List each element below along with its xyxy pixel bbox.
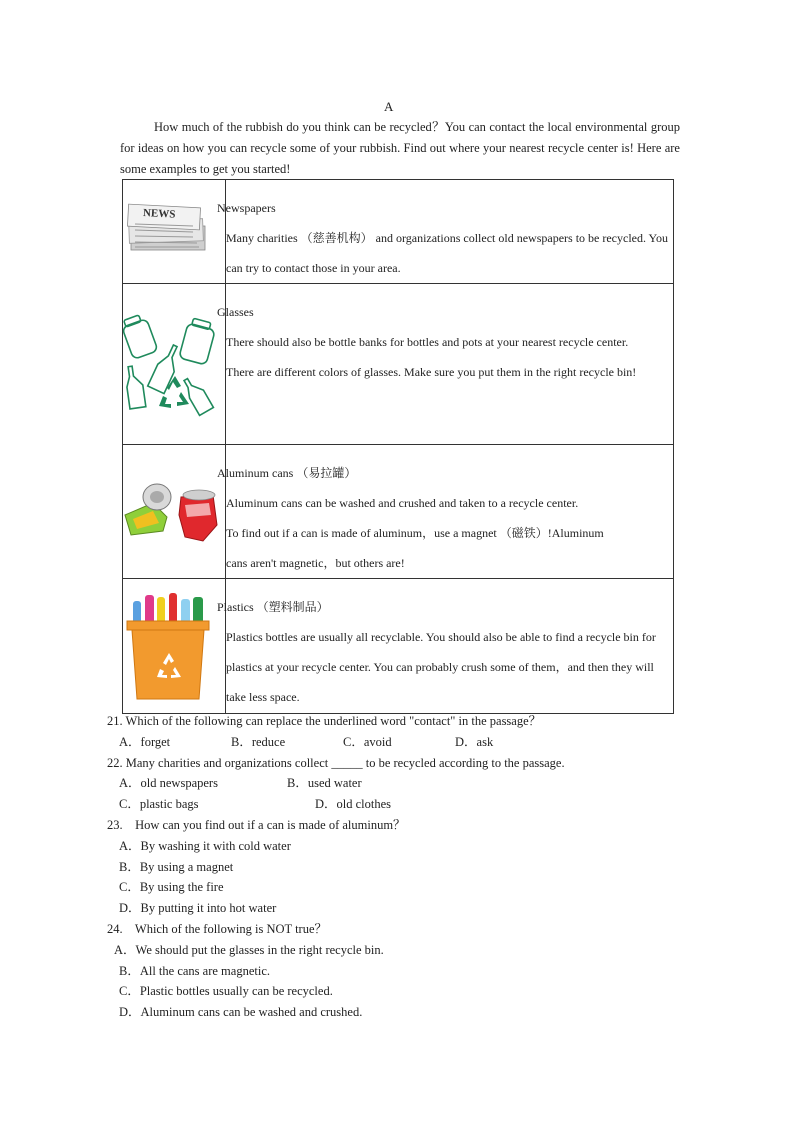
option-24-d[interactable]: D．Aluminum cans can be washed and crushed. — [119, 1005, 363, 1020]
plastics-text-cell — [217, 579, 674, 714]
plastics-image-cell — [123, 579, 226, 714]
option-23-b[interactable]: B．By using a magnet — [119, 859, 234, 874]
intro-text: How much of the rubbish do you think can be recycled？You can contact the local environmental group for ideas on how you can recycle some of your rubbish. Find out where your nearest recycle center is! Here are some examples to get you started! — [120, 120, 680, 176]
glasses-text-cell — [217, 284, 674, 445]
option-24-c[interactable]: C．Plastic bottles usually can be recycled. — [119, 984, 333, 999]
item-text-newspapers: Many charities （慈善机构） and organizations collect old newspapers to be recycled. You can try to contact those in your area. — [226, 231, 669, 275]
item-heading-plastics: Plastics （塑料制品） — [217, 600, 329, 614]
glasses-image-cell — [123, 284, 226, 445]
question-text: Which of the following is NOT true？ — [134, 921, 328, 936]
options-22-row2 — [107, 794, 707, 815]
newspapers-image-cell — [123, 180, 226, 284]
section-label: A — [384, 99, 394, 114]
item-text-cans-2: To find out if a can is made of aluminum，use a magnet （磁铁）!Aluminum cans aren't magnetic，but others are! — [226, 526, 604, 570]
questions-section — [107, 711, 707, 1023]
cans-image-cell — [123, 445, 226, 579]
question-number: 23. — [107, 817, 123, 832]
option-21-d[interactable]: D．ask — [455, 734, 494, 749]
option-24-a[interactable]: A．We should put the glasses in the right recycle bin. — [114, 942, 384, 957]
question-24 — [107, 919, 707, 940]
question-23 — [107, 815, 707, 836]
option-21-a[interactable]: A．forget — [119, 734, 171, 749]
option-22-d[interactable]: D．old clothes — [315, 797, 392, 812]
glass-bottles-recycle-icon — [123, 284, 225, 444]
table-row-glasses — [123, 284, 674, 445]
item-heading-newspapers: Newspapers — [217, 201, 276, 215]
item-heading-glasses: Glasses — [217, 305, 254, 319]
item-text-glasses-2: There are different colors of glasses. Make sure you put them in the right recycle bin! — [226, 365, 637, 379]
options-21 — [107, 732, 707, 753]
table-row-plastics — [123, 579, 674, 714]
option-22-c[interactable]: C．plastic bags — [119, 797, 199, 812]
recycling-table — [122, 179, 674, 714]
option-21-b[interactable]: B．reduce — [231, 734, 286, 749]
question-22 — [107, 753, 707, 774]
question-text: How can you find out if a can is made of aluminum？ — [135, 817, 406, 832]
option-22-a[interactable]: A．old newspapers — [119, 776, 218, 791]
crushed-cans-icon — [123, 445, 225, 575]
cans-text-cell — [217, 445, 674, 579]
item-text-plastics: Plastics bottles are usually all recyclable. You should also be able to find a recycle bin for plastics at your recycle center. You can probably crush some of them，and then they will take less space. — [226, 630, 656, 704]
item-heading-cans: Aluminum cans （易拉罐） — [217, 466, 357, 480]
newspapers-text-cell — [217, 180, 674, 284]
option-21-c[interactable]: C．avoid — [343, 734, 392, 749]
option-24-b[interactable]: B．All the cans are magnetic. — [119, 963, 270, 978]
table-row-aluminum-cans — [123, 445, 674, 579]
newspaper-headline: NEWS — [142, 206, 176, 221]
options-22-row1 — [107, 773, 707, 794]
option-22-b[interactable]: B．used water — [287, 776, 362, 791]
option-23-a[interactable]: A．By washing it with cold water — [119, 838, 291, 853]
newspaper-icon — [123, 180, 225, 280]
table-row-newspapers — [123, 180, 674, 284]
question-text: Many charities and organizations collect _____ to be recycled according to the passage. — [125, 755, 565, 770]
question-21 — [107, 711, 707, 732]
option-23-d[interactable]: D．By putting it into hot water — [119, 901, 277, 916]
question-number: 24. — [107, 921, 123, 936]
question-number: 22. — [107, 755, 123, 770]
item-text-cans-1: Aluminum cans can be washed and crushed and taken to a recycle center. — [226, 496, 579, 510]
question-number: 21. — [107, 714, 123, 728]
question-text: Which of the following can replace the underlined word "contact" in the passage？ — [125, 714, 542, 728]
option-23-c[interactable]: C．By using the fire — [119, 880, 224, 895]
plastic-recycle-bin-icon — [123, 579, 225, 713]
intro-paragraph — [120, 117, 680, 180]
item-text-glasses-1: There should also be bottle banks for bottles and pots at your nearest recycle center. — [226, 335, 629, 349]
